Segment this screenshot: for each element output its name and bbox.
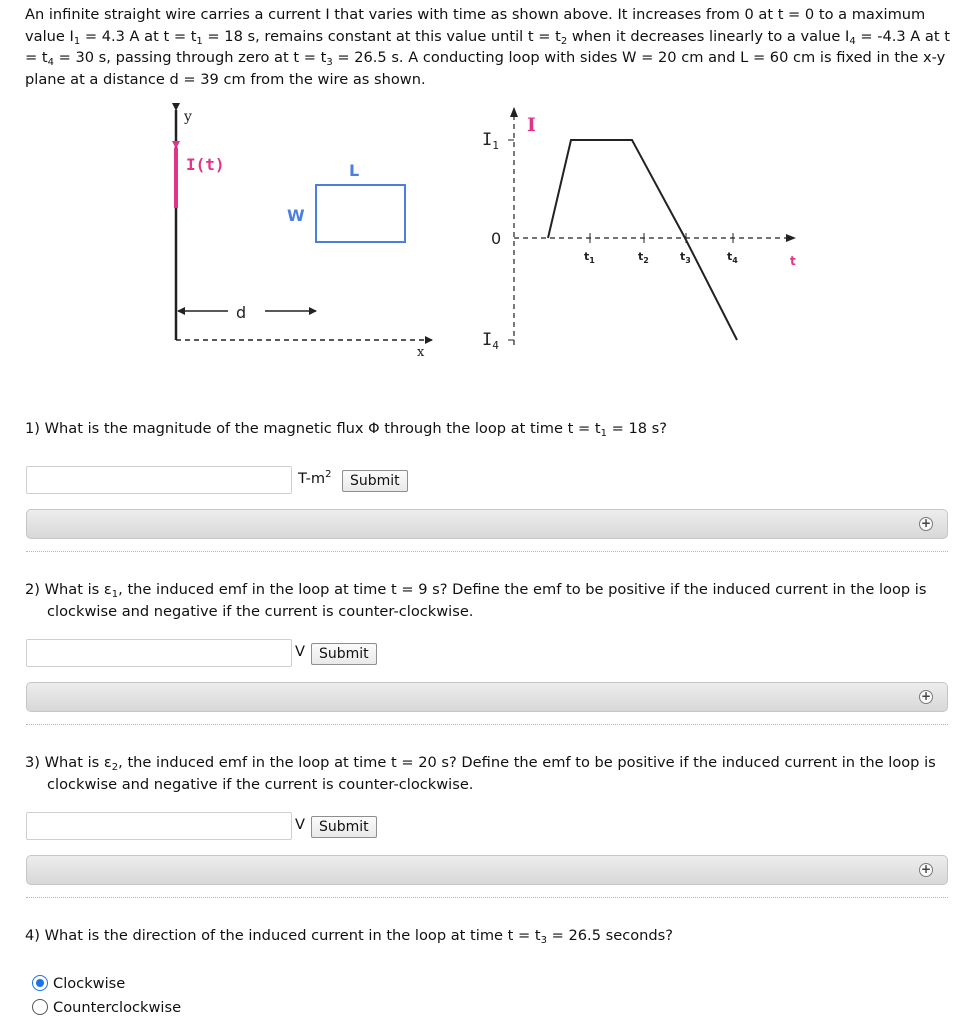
x-axis-label: x (417, 345, 425, 360)
unit-label-q3: V (295, 816, 305, 833)
option-label: Clockwise (53, 975, 126, 992)
time-tick-label-1: $t_1$ (584, 250, 595, 265)
submit-button-q2[interactable]: Submit (311, 643, 377, 665)
option-counterclockwise[interactable] (32, 997, 181, 1019)
loop-width-label: W (287, 206, 305, 225)
problem-figure (0, 100, 963, 370)
current-time-graph (482, 107, 796, 352)
option-label: Counterclockwise (53, 999, 182, 1016)
unit-label-q1: $T-m^2$ (298, 469, 332, 487)
option-clockwise[interactable] (32, 973, 125, 995)
graph-label-I4: $I_4$ (482, 330, 499, 352)
radio-selected-icon[interactable] (32, 975, 48, 991)
loop-length-label: L (349, 161, 360, 180)
hint-bar-q2[interactable] (26, 682, 948, 712)
divider (26, 724, 948, 725)
unit-label-q2: V (295, 643, 305, 660)
question-3: 3) What is $\varepsilon_2$, the induced emf in the loop at time t = 20 s? Define the emf to be positive if the induced current in the loop is clockwise and negative if the current is counter-clockwise. (25, 754, 936, 793)
time-tick-label-3: $t_3$ (680, 250, 691, 265)
question-4: 4) What is the direction of the induced current in the loop at time $t = t_3 = 26.5$ seconds? (25, 927, 674, 946)
graph-axis-label-I: I (527, 114, 536, 136)
current-trace (548, 140, 737, 340)
graph-label-zero: 0 (491, 229, 502, 248)
expand-plus-icon[interactable]: + (920, 516, 932, 530)
problem-statement: An infinite straight wire carries a current I that varies with time as shown above. It increases from 0 at t = 0 to a maximum value $I_1 = 4.3$ A at $t = t_1 = 18$ s, remains constant at this value until $t = t_2$ when it decreases linearly to a value $I_4 = -4.3$ A at $t = t_4 = 30$ s, passing through zero at $t = t_3 = 26.5$ s. A conducting loop with sides W = 20 cm and L = 60 cm is fixed in the x-y plane at a distance d = 39 cm from the wire as shown. (25, 6, 950, 88)
current-label: I(t) (186, 155, 225, 174)
time-tick-label-2: $t_2$ (638, 250, 649, 265)
time-tick-label-4: $t_4$ (727, 250, 738, 265)
radio-unselected-icon[interactable] (32, 999, 48, 1015)
hint-bar-q3[interactable] (26, 855, 948, 885)
y-axis-label: y (184, 109, 192, 125)
divider (26, 551, 948, 552)
submit-button-q1[interactable]: Submit (342, 470, 408, 492)
answer-input-q3[interactable] (26, 812, 292, 840)
graph-label-I1: $I_1$ (482, 130, 499, 152)
answer-input-q1[interactable] (26, 466, 292, 494)
answer-input-q2[interactable] (26, 639, 292, 667)
graph-axis-label-t: t (790, 254, 796, 268)
distance-label: d (236, 303, 247, 322)
conducting-loop (316, 185, 405, 242)
question-2: 2) What is $\varepsilon_1$, the induced emf in the loop at time t = 9 s? Define the emf to be positive if the induced current in the loop is clockwise and negative if the current is counter-clockwise. (25, 581, 927, 620)
hint-bar-q1[interactable] (26, 509, 948, 539)
divider (26, 897, 948, 898)
wire-loop-diagram (176, 109, 432, 360)
submit-button-q3[interactable]: Submit (311, 816, 377, 838)
expand-plus-icon[interactable]: + (920, 689, 932, 703)
expand-plus-icon[interactable]: + (920, 862, 932, 876)
question-1: 1) What is the magnitude of the magnetic flux Φ through the loop at time $t = t_1 = 18$ s? (25, 420, 668, 439)
